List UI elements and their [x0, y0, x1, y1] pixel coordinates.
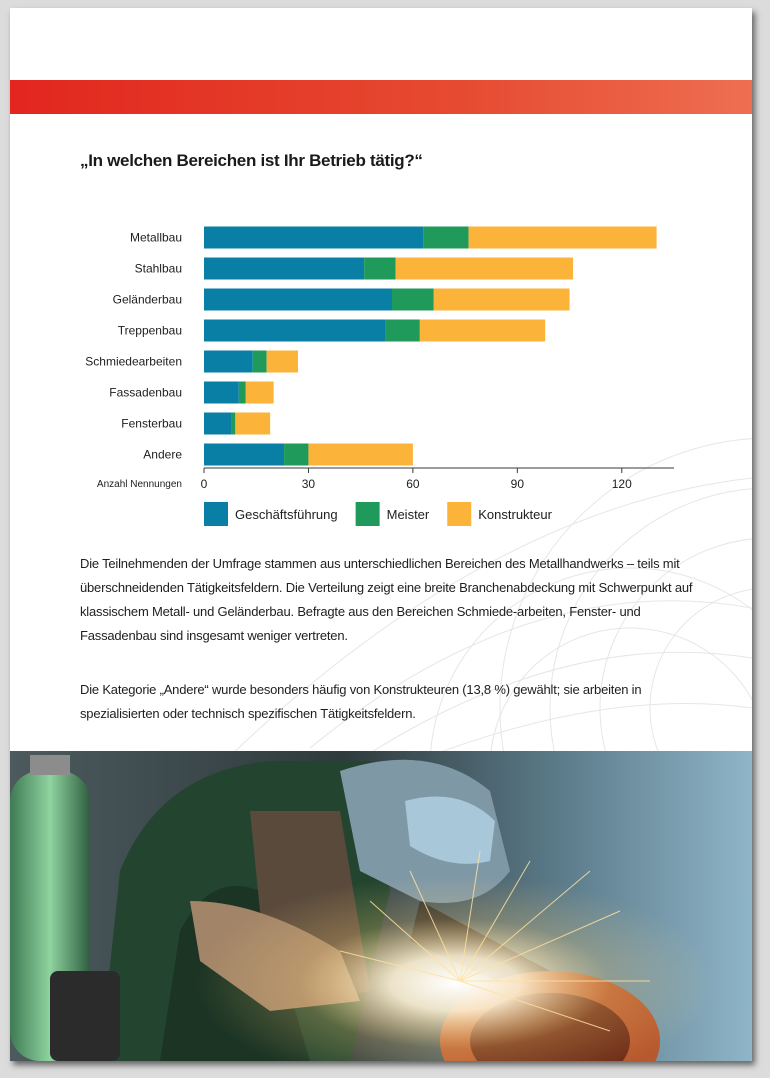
bar-segment	[232, 413, 235, 435]
stacked-bar-chart	[10, 203, 752, 533]
legend-label: Geschäftsführung	[235, 507, 338, 522]
bar-segment	[434, 289, 570, 311]
body-paragraph-2: Die Kategorie „Andere“ wurde besonders häufig von Konstrukteuren (13,8 %) gewählt; sie arbeiten in spezialisierten oder technisch spezifischen Tätigkeitsfeldern.	[80, 682, 642, 721]
x-tick-label: 60	[406, 477, 420, 491]
category-label: Fassadenbau	[109, 385, 182, 400]
bar-segment	[420, 320, 545, 342]
x-tick-label: 90	[510, 477, 525, 491]
x-tick-label: 0	[200, 477, 208, 491]
category-label: Metallbau	[129, 230, 182, 245]
bar-segment	[385, 320, 420, 342]
bar-segment	[267, 351, 298, 373]
body-paragraph-1: Die Teilnehmenden der Umfrage stammen aus unterschiedlichen Bereichen des Metallhandwerks – teils mit überschneidenden Tätigkeitsfeldern. Die Verteilung zeigt eine breite Branchenabdeckung mit Schwerpunkt auf klassischem Metall- und Geländerbau. Befragte aus den Bereichen Schmiede-arbeiten, Fenster- und Fassadenbau sind insgesamt weniger vertreten.	[80, 556, 693, 643]
x-axis-label: Anzahl Nennungen	[96, 479, 182, 490]
bar-segment	[204, 351, 253, 373]
bar-segment	[204, 320, 385, 342]
bar-segment	[204, 444, 284, 466]
bar-segment	[204, 227, 423, 249]
legend-swatch	[447, 502, 471, 526]
x-tick-label: 30	[301, 477, 316, 491]
brochure-page	[10, 8, 752, 1061]
category-label: Stahlbau	[134, 261, 182, 276]
x-tick-label: 120	[611, 477, 632, 491]
bar-segment	[204, 258, 364, 280]
bar-segment	[246, 382, 274, 404]
legend-swatch	[204, 502, 228, 526]
bar-segment	[204, 289, 392, 311]
bar-segment	[395, 258, 573, 280]
header-accent-band	[10, 80, 752, 114]
bar-segment	[308, 444, 412, 466]
bar-segment	[235, 413, 270, 435]
bar-segment	[423, 227, 468, 249]
bar-segment	[469, 227, 657, 249]
category-label: Geländerbau	[112, 292, 182, 307]
bar-segment	[392, 289, 434, 311]
bar-segment	[253, 351, 267, 373]
bar-segment	[239, 382, 246, 404]
category-label: Schmiedearbeiten	[85, 354, 182, 369]
category-label: Fensterbau	[121, 416, 182, 431]
bar-segment	[204, 413, 232, 435]
bar-segment	[204, 382, 239, 404]
legend-label: Meister	[386, 507, 430, 522]
legend-label: Konstrukteur	[478, 507, 552, 522]
category-label: Treppenbau	[117, 323, 182, 338]
legend-swatch	[356, 502, 380, 526]
bar-segment	[364, 258, 395, 280]
bar-segment	[284, 444, 308, 466]
category-label: Andere	[143, 447, 182, 462]
welder-photo	[10, 751, 752, 1061]
chart-title: „In welchen Bereichen ist Ihr Betrieb tätig?“	[80, 151, 423, 170]
